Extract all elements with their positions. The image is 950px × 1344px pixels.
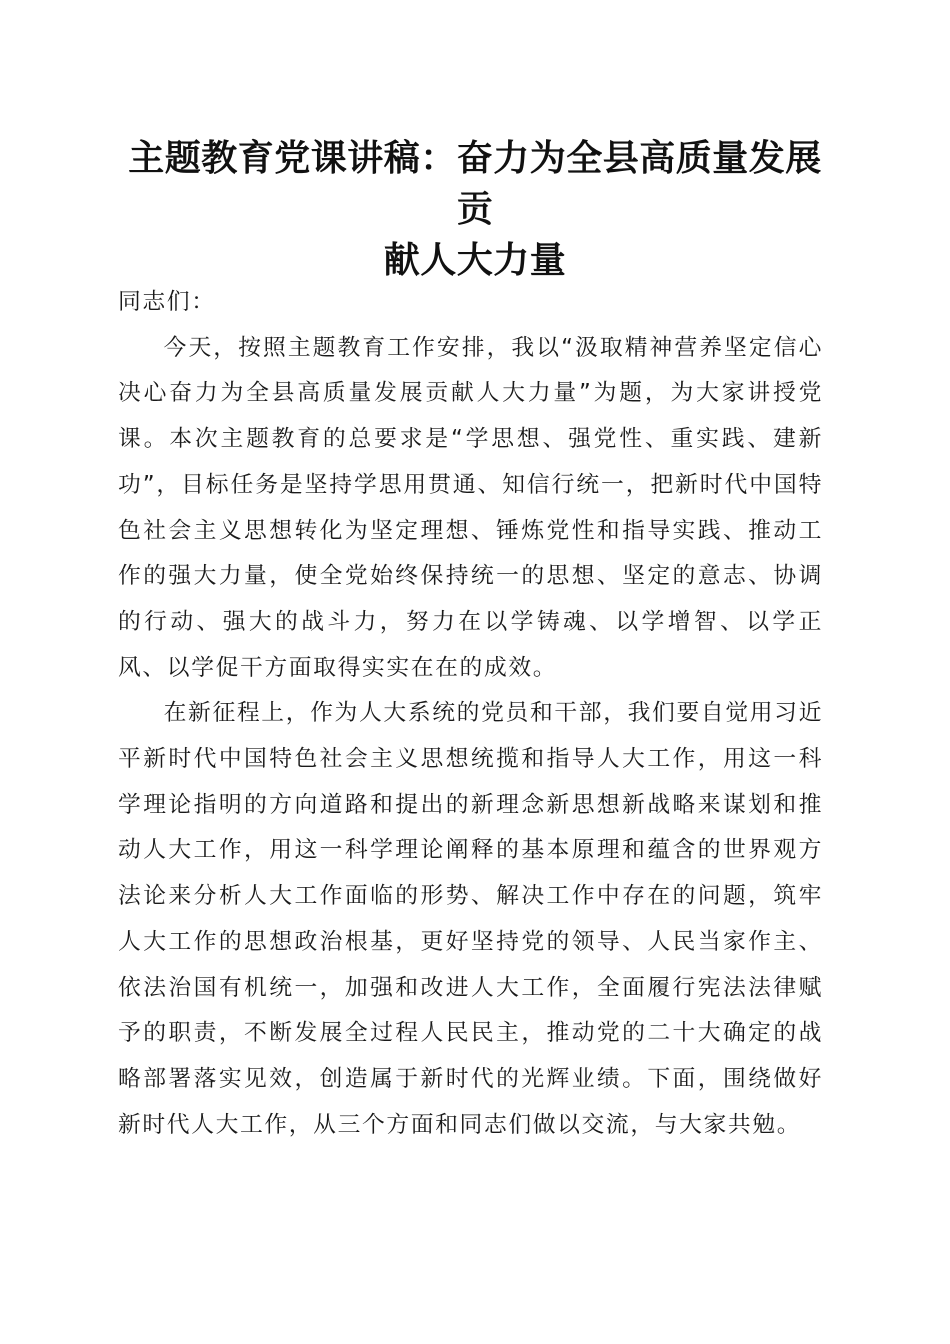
paragraph-2: 在新征程上，作为人大系统的党员和干部，我们要自觉用习近平新时代中国特色社会主义思想统揽和指导人大工作，用这一科学理论指明的方向道路和提出的新理念新思想新战略来谋划和推动人大工作，用这一科学理论阐释的基本原理和蕴含的世界观方法论来分析人大工作面临的形势、解决工作中存在的问题，筑牢人大工作的思想政治根基，更好坚持党的领导、人民当家作主、依法治国有机统一，加强和改进人大工作，全面履行宪法法律赋予的职责，不断发展全过程人民民主，推动党的二十大确定的战略部署落实见效，创造属于新时代的光辉业绩。下面，围绕做好新时代人大工作，从三个方面和同志们做以交流，与大家共勉。 (118, 700, 823, 1138)
title-line-1: 主题教育党课讲稿：奋力为全县高质量发展贡 (128, 137, 822, 230)
document-body (118, 280, 823, 1148)
paragraph-1: 今天，按照主题教育工作安排，我以“汲取精神营养坚定信心决心奋力为全县高质量发展贡献人大力量”为题，为大家讲授党课。本次主题教育的总要求是“学思想、强党性、重实践、建新功”，目标任务是坚持学思用贯通、知信行统一，把新时代中国特色社会主义思想转化为坚定理想、锤炼党性和指导实践、推动工作的强大力量，使全党始终保持统一的思想、坚定的意志、协调的行动、强大的战斗力，努力在以学铸魂、以学增智、以学正风、以学促干方面取得实实在在的成效。 (118, 334, 823, 681)
salutation: 同志们： (118, 289, 216, 315)
title-line-2: 献人大力量 (383, 239, 567, 281)
document-title (115, 133, 835, 286)
